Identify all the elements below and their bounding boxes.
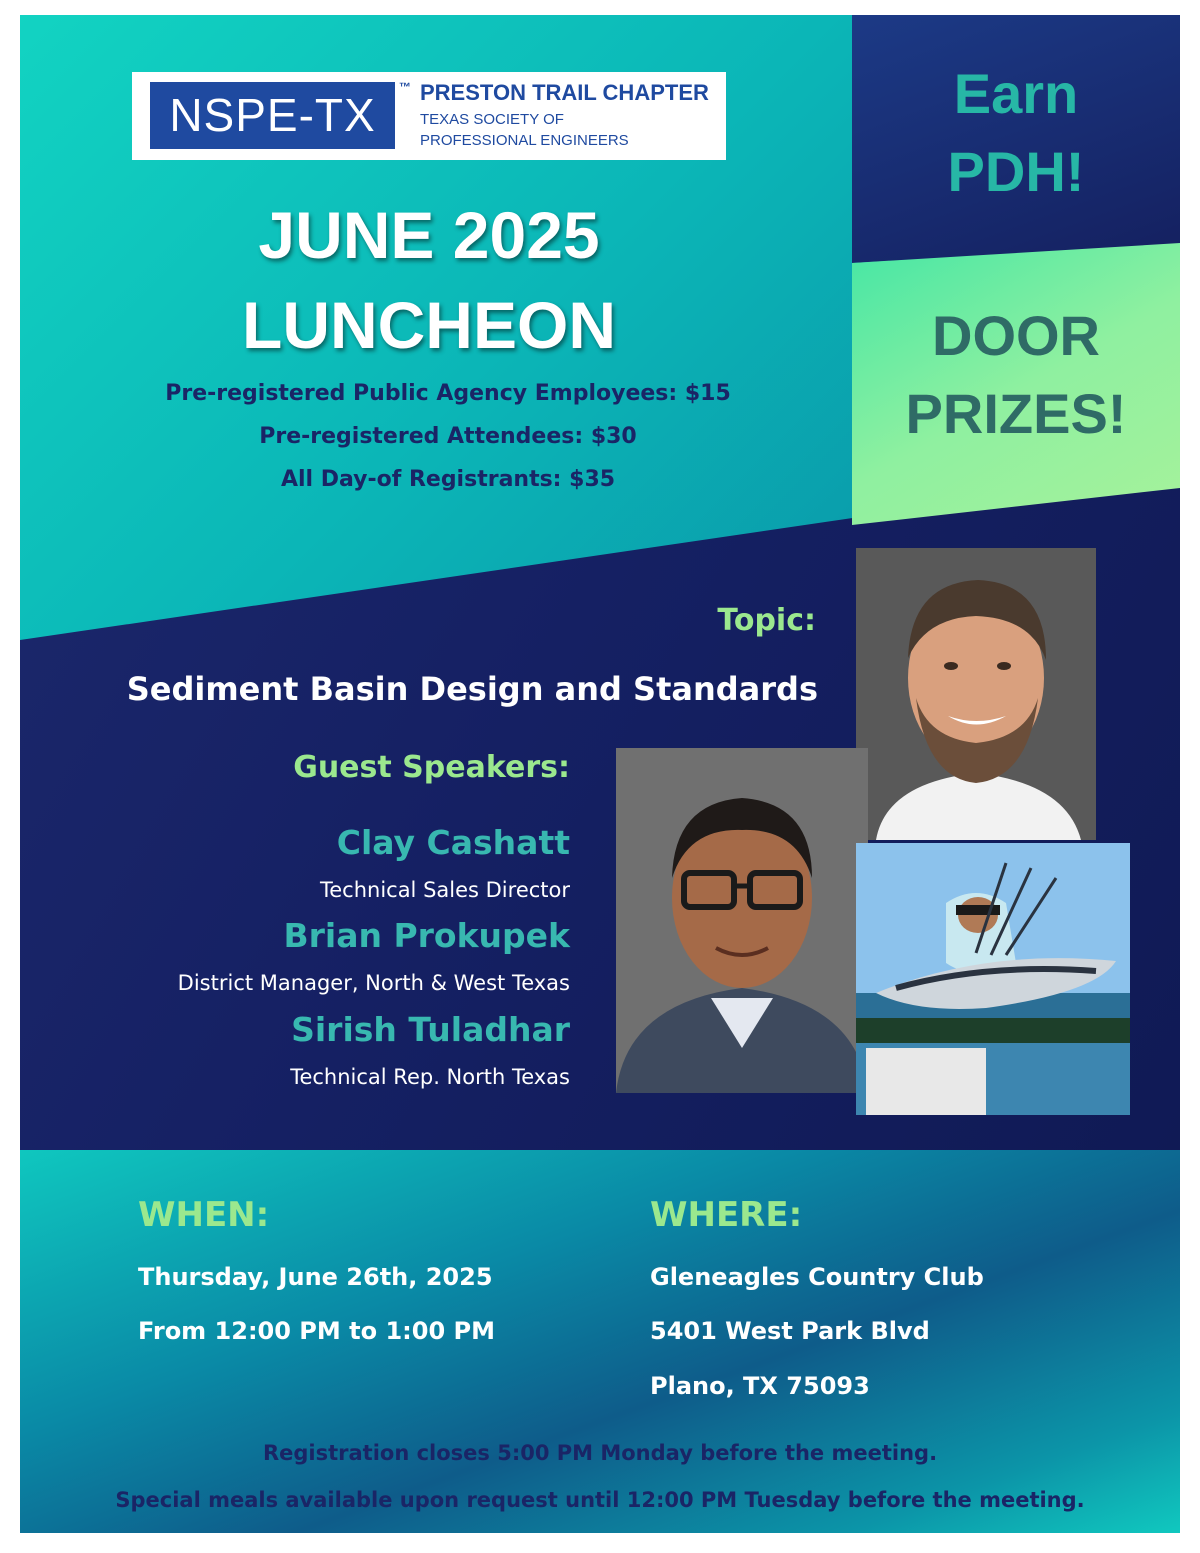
when-label: WHEN:: [138, 1195, 270, 1235]
speaker-role: Technical Sales Director: [319, 878, 570, 902]
event-date: Thursday, June 26th, 2025: [138, 1263, 493, 1291]
pdh-line-1: Earn: [953, 62, 1079, 125]
door-line-1: DOOR: [932, 304, 1100, 367]
logo-society-name: [420, 109, 629, 151]
venue-street: 5401 West Park Blvd: [650, 1317, 930, 1345]
earn-pdh-callout: [852, 55, 1180, 211]
registration-note: Registration closes 5:00 PM Monday before the meeting.: [262, 1441, 938, 1465]
pdh-line-2: PDH!: [947, 140, 1085, 203]
special-meals-note: Special meals available upon request until 12:00 PM Tuesday before the meeting.: [115, 1488, 1085, 1512]
venue-city: Plano, TX 75093: [650, 1372, 870, 1400]
price-item: Pre-registered Public Agency Employees: $15: [165, 381, 731, 406]
speaker-role: District Manager, North & West Texas: [177, 971, 570, 995]
speaker-role: Technical Rep. North Texas: [290, 1065, 570, 1089]
price-item: Pre-registered Attendees: $30: [259, 424, 637, 449]
logo-chapter-name: PRESTON TRAIL CHAPTER: [420, 80, 709, 105]
venue-name: Gleneagles Country Club: [650, 1263, 984, 1291]
speaker-entry: [320, 820, 570, 914]
speaker-photo-fisherman: [856, 843, 1130, 1115]
where-label: WHERE:: [650, 1195, 803, 1235]
speaker-name: Clay Cashatt: [336, 823, 570, 862]
topic-label: Topic:: [717, 603, 816, 638]
topic-text: Sediment Basin Design and Standards: [126, 670, 818, 708]
logo-mark: NSPE-TX: [150, 82, 395, 149]
event-time: From 12:00 PM to 1:00 PM: [138, 1317, 495, 1345]
price-list: [120, 372, 776, 501]
speaker-name: Brian Prokupek: [283, 916, 570, 955]
event-title: [132, 190, 726, 370]
nspe-tx-logo: [132, 72, 726, 160]
door-prizes-callout: [852, 297, 1180, 453]
speaker-entry: [290, 1007, 570, 1101]
speaker-name: Sirish Tuladhar: [291, 1010, 570, 1049]
speaker-photo-bearded-man: [856, 548, 1096, 840]
logo-trademark: ™: [399, 80, 411, 94]
logo-society-line-1: TEXAS SOCIETY OF: [420, 111, 564, 128]
event-title-line-2: LUNCHEON: [242, 288, 616, 362]
guest-speakers-label: Guest Speakers:: [293, 750, 570, 785]
speaker-entry: [178, 913, 570, 1007]
flyer: [20, 15, 1180, 1533]
door-line-2: PRIZES!: [905, 382, 1127, 445]
price-item: All Day-of Registrants: $35: [280, 467, 616, 492]
event-title-line-1: JUNE 2025: [258, 198, 600, 272]
speaker-photo-man-with-glasses: [616, 748, 868, 1093]
logo-society-line-2: PROFESSIONAL ENGINEERS: [420, 132, 629, 149]
